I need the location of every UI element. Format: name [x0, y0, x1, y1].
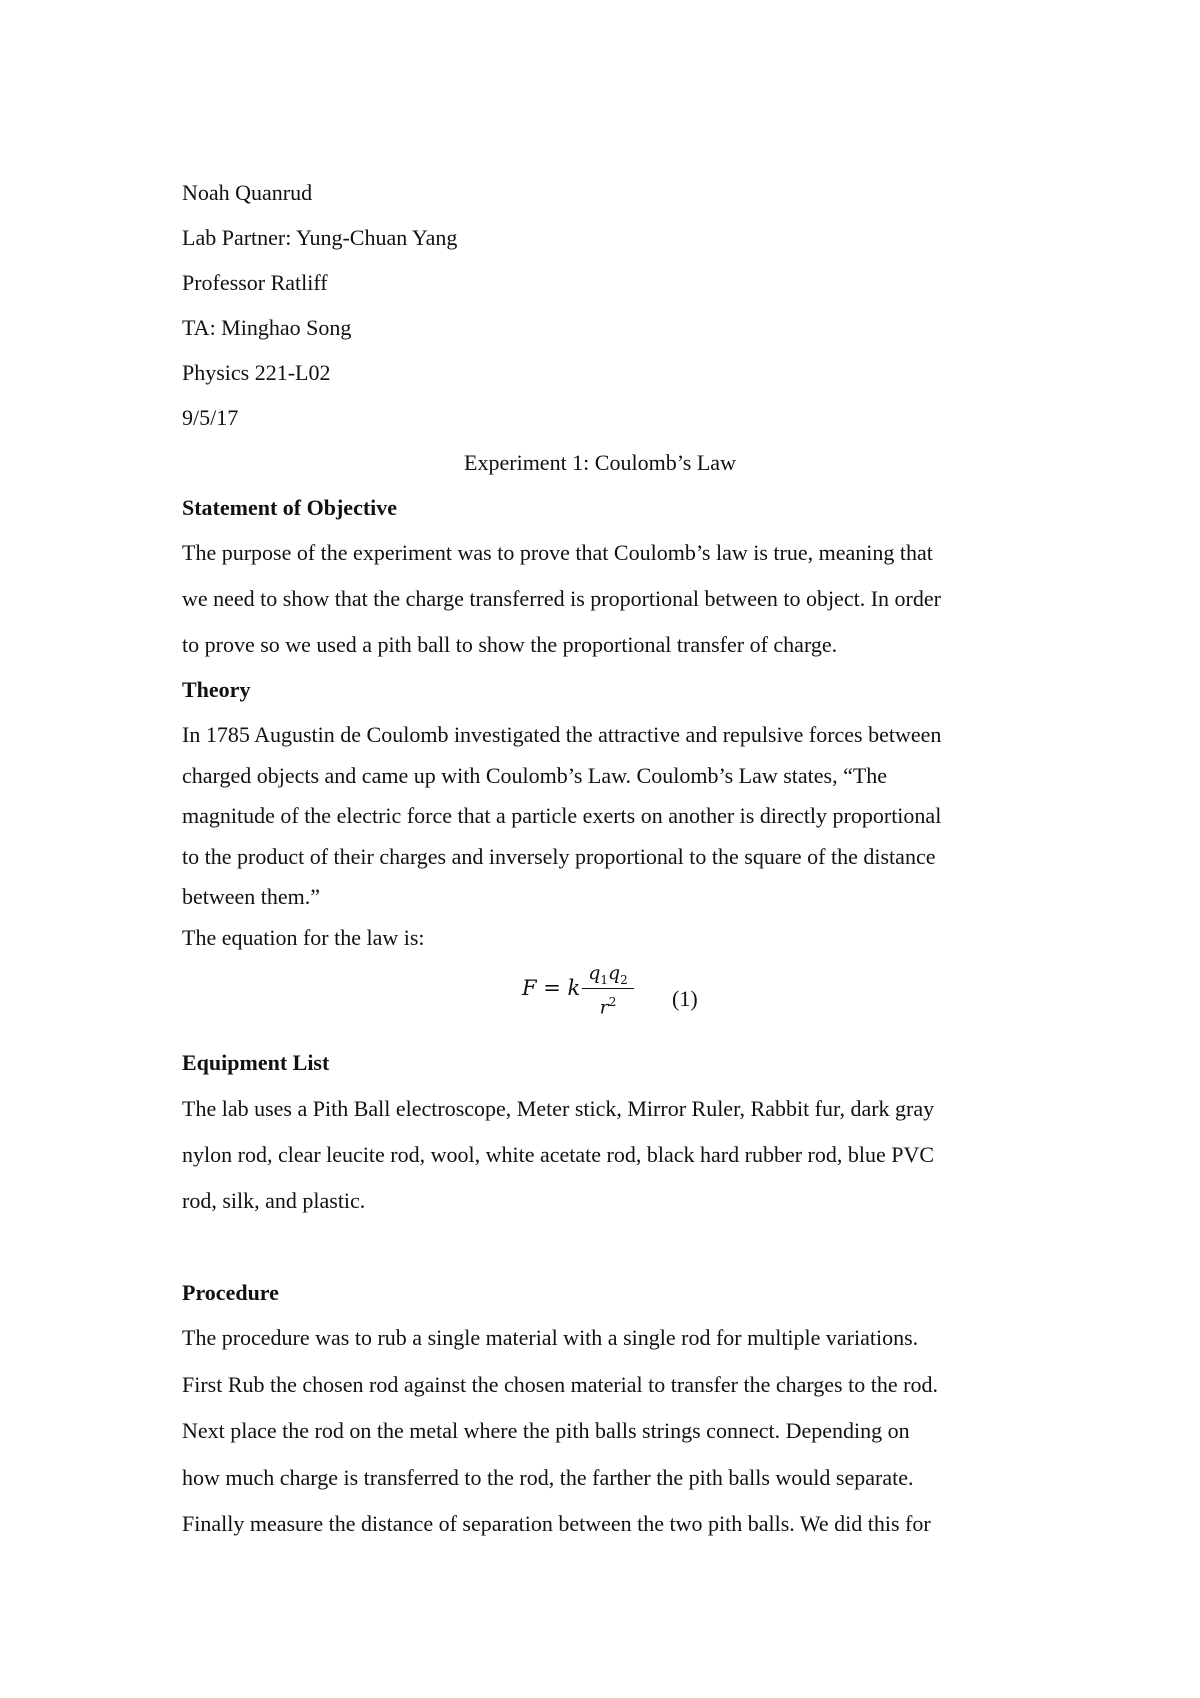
theory-line: The equation for the law is: — [182, 925, 425, 950]
author-name: Noah Quanrud — [182, 180, 313, 205]
equation-number: (1) — [672, 986, 698, 1011]
procedure-line: First Rub the chosen rod against the chosen material to transfer the charges to the rod. — [182, 1372, 938, 1397]
date: 9/5/17 — [182, 405, 239, 430]
procedure-line: Finally measure the distance of separation between the two pith balls. We did this for — [182, 1511, 931, 1536]
equipment-line: rod, silk, and plastic. — [182, 1188, 366, 1213]
lab-partner: Lab Partner: Yung-Chuan Yang — [182, 225, 458, 250]
theory-line: to the product of their charges and inversely proportional to the square of the distance — [182, 844, 936, 869]
procedure-heading: Procedure — [182, 1280, 279, 1305]
course: Physics 221-L02 — [182, 360, 331, 385]
objective-line: to prove so we used a pith ball to show the proportional transfer of charge. — [182, 632, 838, 657]
theory-line: between them.” — [182, 884, 321, 909]
equipment-line: The lab uses a Pith Ball electroscope, Meter stick, Mirror Ruler, Rabbit fur, dark gray — [182, 1096, 935, 1121]
teaching-assistant: TA: Minghao Song — [182, 315, 352, 340]
equation-lhs: F = k — [522, 976, 581, 1000]
theory-line: In 1785 Augustin de Coulomb investigated the attractive and repulsive forces between — [182, 722, 942, 747]
fraction-bar — [582, 988, 634, 989]
theory-line: charged objects and came up with Coulomb’s Law. Coulomb’s Law states, “The — [182, 763, 888, 788]
objective-line: The purpose of the experiment was to prove that Coulomb’s law is true, meaning that — [182, 540, 933, 565]
equation-numerator: $q_1q_2$ — [588, 962, 628, 987]
objective-heading: Statement of Objective — [182, 495, 398, 520]
professor: Professor Ratliff — [182, 270, 328, 295]
document-title: Experiment 1: Coulomb’s Law — [464, 450, 736, 475]
equation-fraction — [582, 962, 634, 1018]
theory-heading: Theory — [182, 677, 251, 702]
procedure-line: Next place the rod on the metal where the pith balls strings connect. Depending on — [182, 1418, 910, 1443]
procedure-line: The procedure was to rub a single material with a single rod for multiple variations. — [182, 1325, 919, 1350]
objective-line: we need to show that the charge transferred is proportional between to object. In order — [182, 586, 941, 611]
coulomb-equation — [522, 962, 732, 1034]
equipment-line: nylon rod, clear leucite rod, wool, white acetate rod, black hard rubber rod, blue PVC — [182, 1142, 935, 1167]
equipment-heading: Equipment List — [182, 1050, 330, 1075]
theory-line: magnitude of the electric force that a particle exerts on another is directly proportional — [182, 803, 942, 828]
procedure-line: how much charge is transferred to the rod, the farther the pith balls would separate. — [182, 1465, 914, 1490]
equation-denominator: $r^2$ — [599, 995, 617, 1019]
